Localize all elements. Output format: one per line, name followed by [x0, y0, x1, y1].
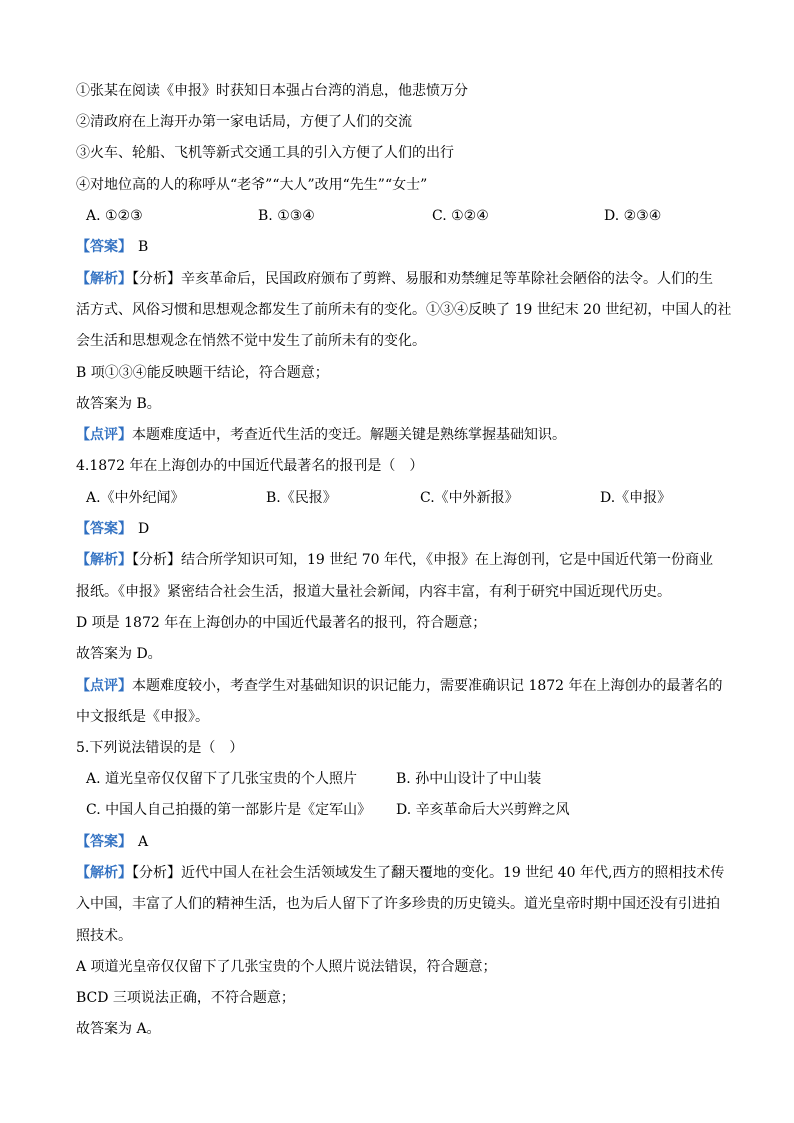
- q4-analysis-line-2: 报纸。《申报》紧密结合社会生活，报道大量社会新闻，内容丰富，有利于研究中国近现代历史。: [76, 584, 671, 600]
- q3-option-a: A. ①②③: [86, 208, 143, 224]
- q3-options: [76, 206, 736, 226]
- comment-tag: 【点评】: [76, 427, 132, 443]
- q3-analysis-line-5: 故答案为 B。: [76, 396, 161, 412]
- q5-option-a: A. 道光皇帝仅仅留下了几张宝贵的个人照片: [86, 771, 358, 787]
- analysis-tag: 【解析】: [76, 552, 132, 568]
- q4-answer: [76, 519, 149, 539]
- statement-4: ④对地位高的人的称呼从“老爷”“大人”改用“先生”“女士”: [76, 177, 428, 193]
- comment-text: 本题难度适中，考查近代生活的变迁。解题关键是熟练掌握基础知识。: [132, 427, 566, 443]
- answer-tag: 【答案】: [76, 521, 132, 537]
- q3-option-b: B. ①③④: [258, 208, 315, 224]
- statement-2: ②清政府在上海开办第一家电话局，方便了人们的交流: [76, 114, 412, 130]
- q4-comment-line-1: [76, 676, 723, 696]
- q4-option-c: C.《中外新报》: [420, 490, 519, 506]
- q5-analysis-line-2: 入中国，丰富了人们的精神生活，也为后人留下了许多珍贵的历史镜头。道光皇帝时期中国还没有引进拍: [76, 896, 720, 912]
- analysis-text: 【分析】结合所学知识可知，19 世纪 70 年代，《申报》在上海创刊，它是中国近代第一份商业: [132, 552, 713, 568]
- q3-comment: [76, 425, 566, 445]
- q5-analysis-line-1: [76, 863, 724, 883]
- q4-comment-line-2: 中文报纸是《申报》。: [76, 709, 209, 725]
- comment-text: 本题难度较小，考查学生对基础知识的识记能力，需要准确识记 1872 年在上海创办的最著名的: [132, 678, 723, 694]
- analysis-text: 【分析】近代中国人在社会生活领域发生了翻天覆地的变化。19 世纪 40 年代,西方的照相技术传: [132, 865, 725, 881]
- q3-option-c: C. ①②④: [432, 208, 489, 224]
- q4-options: [76, 488, 736, 508]
- q5-answer: [76, 832, 148, 852]
- q3-analysis-line-4: B 项①③④能反映题干结论，符合题意；: [76, 365, 329, 381]
- q3-analysis-line-2: 活方式、风俗习惯和思想观念都发生了前所未有的变化。①③④反映了 19 世纪末 20 世纪初，中国人的社: [76, 302, 732, 318]
- q3-answer: [76, 237, 148, 257]
- q5-option-c: C. 中国人自己拍摄的第一部影片是《定军山》: [86, 802, 372, 818]
- q5-options-row-1: [76, 769, 736, 789]
- analysis-text: 【分析】辛亥革命后，民国政府颁布了剪辫、易服和劝禁缠足等革除社会陋俗的法令。人们的生: [132, 271, 713, 287]
- answer-value: B: [138, 239, 149, 255]
- q3-analysis-line-1: [76, 269, 713, 289]
- q4-question: 4.1872 年在上海创办的中国近代最著名的报刊是（ ）: [76, 458, 424, 474]
- q5-options-row-2: [76, 800, 736, 820]
- q3-analysis-line-3: 会生活和思想观念在悄然不觉中发生了前所未有的变化。: [76, 333, 426, 349]
- q5-option-b: B. 孙中山设计了中山装: [396, 771, 542, 787]
- q5-question: 5.下列说法错误的是（ ）: [76, 740, 244, 756]
- q4-option-d: D.《申报》: [600, 490, 672, 506]
- q3-option-d: D. ②③④: [604, 208, 662, 224]
- analysis-tag: 【解析】: [76, 271, 132, 287]
- q4-option-a: A.《中外纪闻》: [86, 490, 185, 506]
- statement-1: ①张某在阅读《申报》时获知日本强占台湾的消息，他悲愤万分: [76, 83, 468, 99]
- comment-tag: 【点评】: [76, 678, 132, 694]
- q5-option-d: D. 辛亥革命后大兴剪辫之风: [396, 802, 570, 818]
- answer-value: D: [138, 521, 150, 537]
- analysis-tag: 【解析】: [76, 865, 132, 881]
- answer-value: A: [138, 834, 149, 850]
- q4-analysis-line-4: 故答案为 D。: [76, 646, 162, 662]
- q4-analysis-line-3: D 项是 1872 年在上海创办的中国近代最著名的报刊，符合题意；: [76, 615, 487, 631]
- q5-analysis-line-3: 照技术。: [76, 928, 132, 944]
- answer-tag: 【答案】: [76, 239, 132, 255]
- q5-analysis-line-6: 故答案为 A。: [76, 1021, 161, 1037]
- answer-tag: 【答案】: [76, 834, 132, 850]
- statement-3: ③火车、轮船、飞机等新式交通工具的引入方便了人们的出行: [76, 145, 454, 161]
- q4-analysis-line-1: [76, 550, 713, 570]
- q4-option-b: B.《民报》: [266, 490, 337, 506]
- q5-analysis-line-4: A 项道光皇帝仅仅留下了几张宝贵的个人照片说法错误，符合题意；: [76, 959, 497, 975]
- q5-analysis-line-5: BCD 三项说法正确，不符合题意；: [76, 990, 295, 1006]
